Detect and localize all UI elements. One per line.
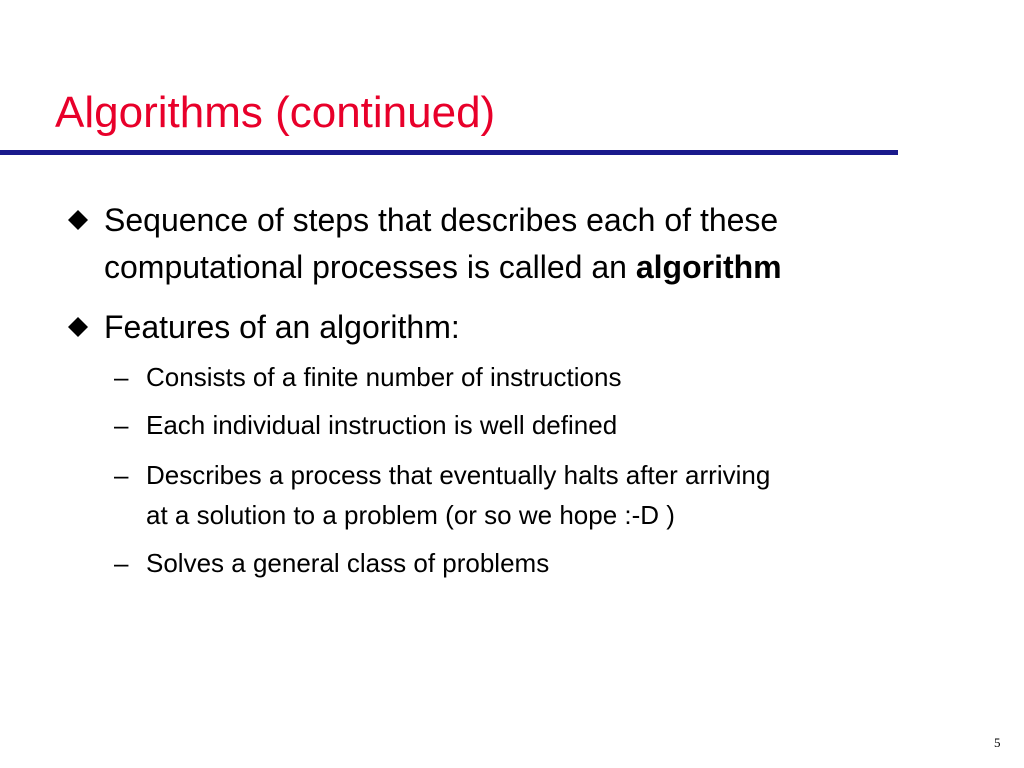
bullet-line: Sequence of steps that describes each of these [104,202,779,238]
sub-item [114,357,1006,397]
sub-item [114,405,1006,445]
diamond-bullet-icon [68,317,88,337]
title-underline [0,150,898,155]
bullet-item-features [104,304,984,351]
dash-marker: – [114,460,129,490]
bullet-item-algorithm-definition [104,197,984,291]
sub-item [114,455,1006,535]
bold-term: algorithm [635,249,782,285]
sub-item-text: Each individual instruction is well defined [146,410,618,440]
sub-item-text: Describes a process that eventually halts after arriving [146,460,771,490]
sub-item-text: at a solution to a problem (or so we hope :-D ) [146,500,675,530]
sub-item [114,543,1006,583]
page-number: 5 [994,735,1001,750]
dash-marker: – [114,410,129,440]
sub-item-text: Consists of a finite number of instructions [146,362,622,392]
dash-marker: – [114,548,129,578]
bullet-text: Features of an algorithm: [104,309,460,345]
bullet-text: computational processes is called an [104,249,636,285]
dash-marker: – [114,362,129,392]
bullet-line [104,244,984,291]
diamond-bullet-icon [68,210,88,230]
slide-title: Algorithms (continued) [55,88,496,137]
sub-item-text: Solves a general class of problems [146,548,550,578]
